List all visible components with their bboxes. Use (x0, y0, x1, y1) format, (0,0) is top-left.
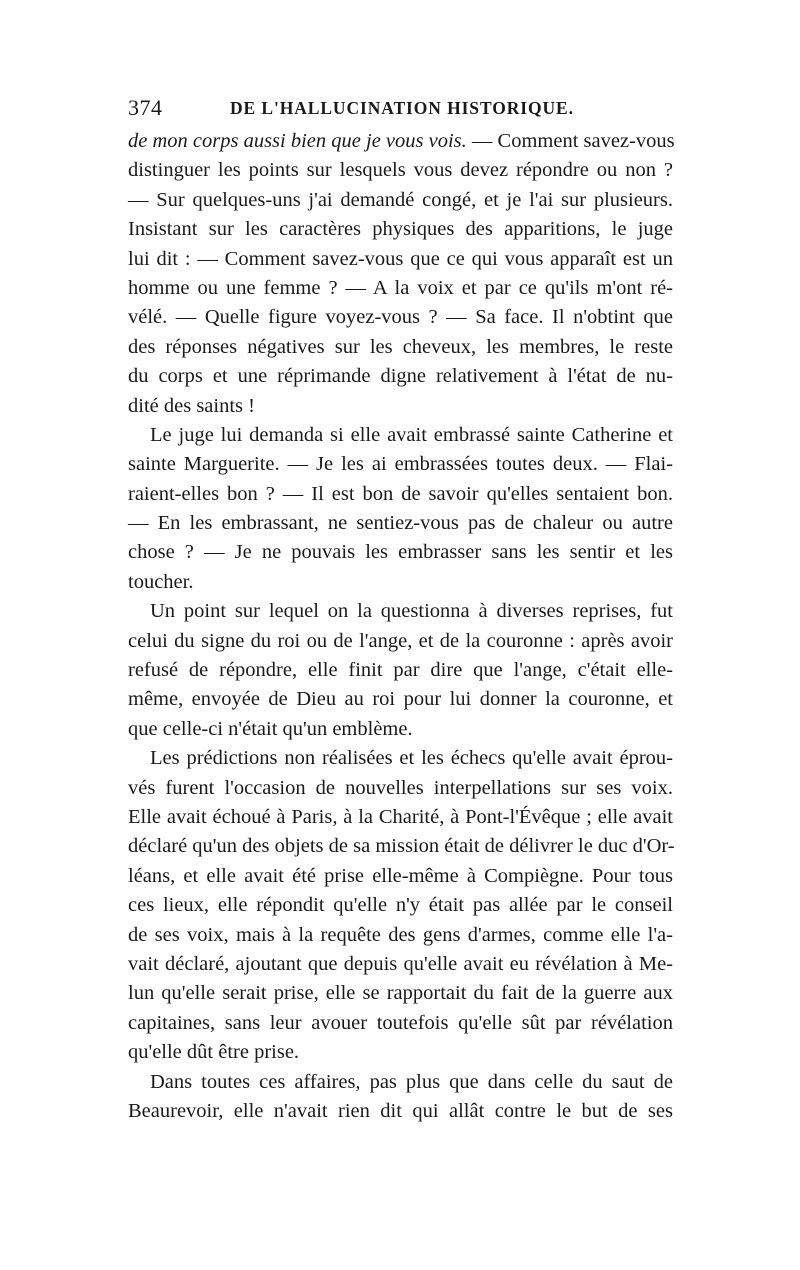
text-line: distinguer les points sur lesquels vous devez répondre ou non ? (128, 159, 673, 182)
paragraph-end-line: toucher. (128, 570, 194, 593)
page-header (128, 95, 673, 125)
text-line-1 (128, 127, 673, 156)
text-line: des réponses négatives sur les cheveux, les membres, le reste (128, 335, 673, 358)
text-line: du corps et une réprimande digne relativement à l'état de nu- (128, 365, 673, 388)
text-line: chose ? — Je ne pouvais les embrasser sans les sentir et les (128, 541, 673, 564)
text-line: sainte Marguerite. — Je les ai embrassées toutes deux. — Flai- (128, 453, 673, 476)
text-line: celui du signe du roi ou de l'ange, et de la couronne : après avoir (128, 629, 673, 652)
text-line: raient-elles bon ? — Il est bon de savoir qu'elles sentaient bon. (128, 482, 673, 505)
text-line: — Sur quelques-uns j'ai demandé congé, et je l'ai sur plusieurs. (128, 188, 673, 211)
paragraph-end-line: que celle-ci n'était qu'un emblème. (128, 717, 413, 740)
paragraph-end-line: qu'elle dût être prise. (128, 1041, 300, 1064)
paragraph-start-line: Dans toutes ces affaires, pas plus que dans celle du saut de (150, 1070, 673, 1093)
text-line: lun qu'elle serait prise, elle se rapportait du fait de la guerre aux (128, 982, 673, 1005)
text-line: vés furent l'occasion de nouvelles interpellations sur ses voix. (128, 776, 673, 799)
paragraph-end-line: dité des saints ! (128, 394, 255, 417)
paragraph-start-line: Les prédictions non réalisées et les échecs qu'elle avait éprou- (150, 747, 673, 770)
text-line-1-rest: — Comment savez-vous (466, 130, 675, 152)
paragraph-start-line: Le juge lui demanda si elle avait embrassé sainte Catherine et (150, 423, 673, 446)
paragraph-start-line: Un point sur lequel on la questionna à diverses reprises, fut (150, 600, 673, 623)
text-line: de ses voix, mais à la requête des gens d'armes, comme elle l'a- (128, 923, 673, 946)
text-line: déclaré qu'un des objets de sa mission était de délivrer le duc d'Or- (128, 835, 675, 858)
text-line: refusé de répondre, elle finit par dire que l'ange, c'était elle- (128, 659, 673, 682)
text-line: ces lieux, elle répondit qu'elle n'y était pas allée par le conseil (128, 894, 673, 917)
text-line: lui dit : — Comment savez-vous que ce qui vous apparaît est un (128, 247, 673, 270)
running-head: DE L'HALLUCINATION HISTORIQUE. (230, 98, 574, 118)
text-line: — En les embrassant, ne sentiez-vous pas de chaleur ou autre (128, 512, 673, 535)
text-line: léans, et elle avait été prise elle-même à Compiègne. Pour tous (128, 864, 673, 887)
body-text (128, 127, 673, 1126)
text-line: Beaurevoir, elle n'avait rien dit qui allât contre le but de ses (128, 1099, 673, 1122)
text-line: Elle avait échoué à Paris, à la Charité, à Pont-l'Évêque ; elle avait (128, 805, 673, 828)
text-line: capitaines, sans leur avouer toutefois qu'elle sût par révélation (128, 1011, 673, 1034)
page-number: 374 (128, 95, 163, 120)
text-line: vait déclaré, ajoutant que depuis qu'elle avait eu révélation à Me- (128, 952, 673, 975)
italic-quote: de mon corps aussi bien que je vous vois. (128, 130, 467, 152)
text-line: même, envoyée de Dieu au roi pour lui donner la couronne, et (128, 688, 673, 711)
text-line: vélé. — Quelle figure voyez-vous ? — Sa face. Il n'obtint que (128, 306, 673, 329)
text-line: Insistant sur les caractères physiques des apparitions, le juge (128, 218, 673, 241)
text-line: homme ou une femme ? — A la voix et par ce qu'ils m'ont ré- (128, 276, 673, 299)
